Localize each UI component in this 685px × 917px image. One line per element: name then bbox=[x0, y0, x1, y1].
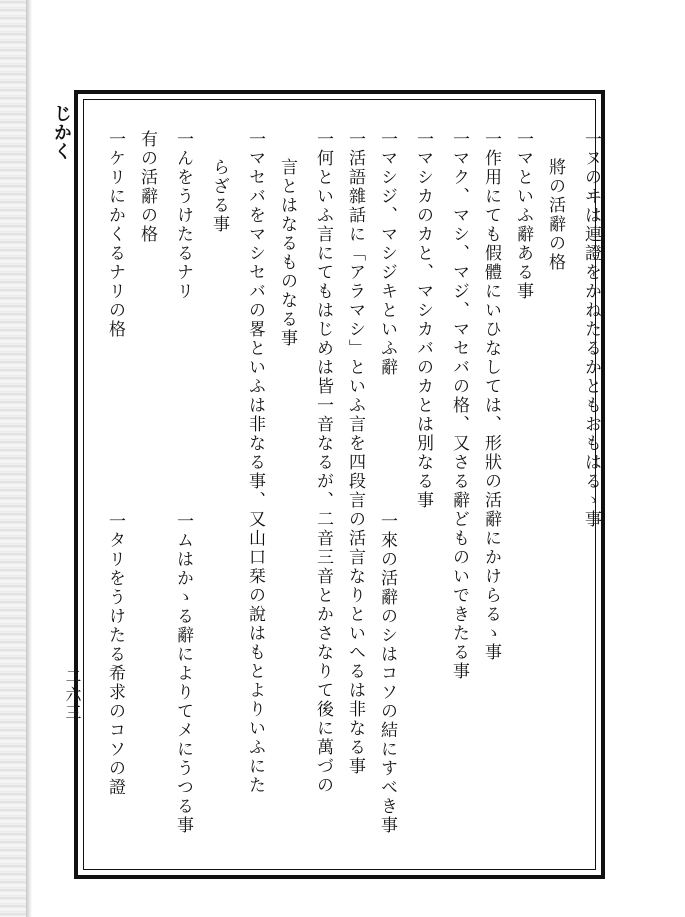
text-column-11: 一マセバをマシセバの畧といふは非なる事、又山口栞の說はもとよりいふにた bbox=[245, 130, 265, 795]
text-column-9: 一何といふ言にてもはじめは皆一音なるが、二音三音とかさなりて後に萬づの bbox=[313, 130, 333, 795]
text-column-5: 一マク、マシ、マジ、マセバの格、又さる辭どものいできたる事 bbox=[449, 130, 469, 681]
text-column-2: 將の活辭の格 bbox=[545, 158, 565, 272]
text-column-4: 一作用にても假體にいひなしては、形狀の活辭にかけらるゝ事 bbox=[481, 130, 501, 662]
binding-edge bbox=[0, 0, 26, 917]
text-column-12: らざる事 bbox=[209, 158, 229, 234]
binding-shadow bbox=[26, 0, 32, 917]
text-column-15-lower: 一タリをうけたる希求のコソの證 bbox=[105, 512, 125, 797]
page-number: 二六三 bbox=[63, 668, 82, 722]
text-column-1: 一ヌのヰは連證をかねたるかともおもはるゝ事 bbox=[581, 130, 601, 529]
text-column-7-lower: 一來の活辭のシはコソの結にすべき事 bbox=[377, 512, 397, 835]
text-column-14: 有の活辭の格 bbox=[137, 130, 157, 244]
text-column-6: 一マシカのカと、マシカバのカとは別なる事 bbox=[413, 130, 433, 510]
text-column-3: 一マといふ辭ある事 bbox=[513, 130, 533, 301]
text-column-15: 一ケリにかくるナリの格 bbox=[105, 130, 125, 339]
text-column-10: 言とはなるものなる事 bbox=[277, 158, 297, 348]
text-column-7: 一マシジ、マシジキといふ辭 bbox=[377, 130, 397, 377]
text-column-13-lower: 一ムはかゝる辭によりてメにうつる事 bbox=[173, 512, 193, 835]
text-column-8: 一活語雜話に「アラマシ」といふ言を四段言の活言なりといへるは非なる事 bbox=[345, 130, 365, 776]
text-column-13: 一んをうけたるナリ bbox=[173, 130, 193, 301]
running-header: じかく bbox=[51, 104, 72, 161]
